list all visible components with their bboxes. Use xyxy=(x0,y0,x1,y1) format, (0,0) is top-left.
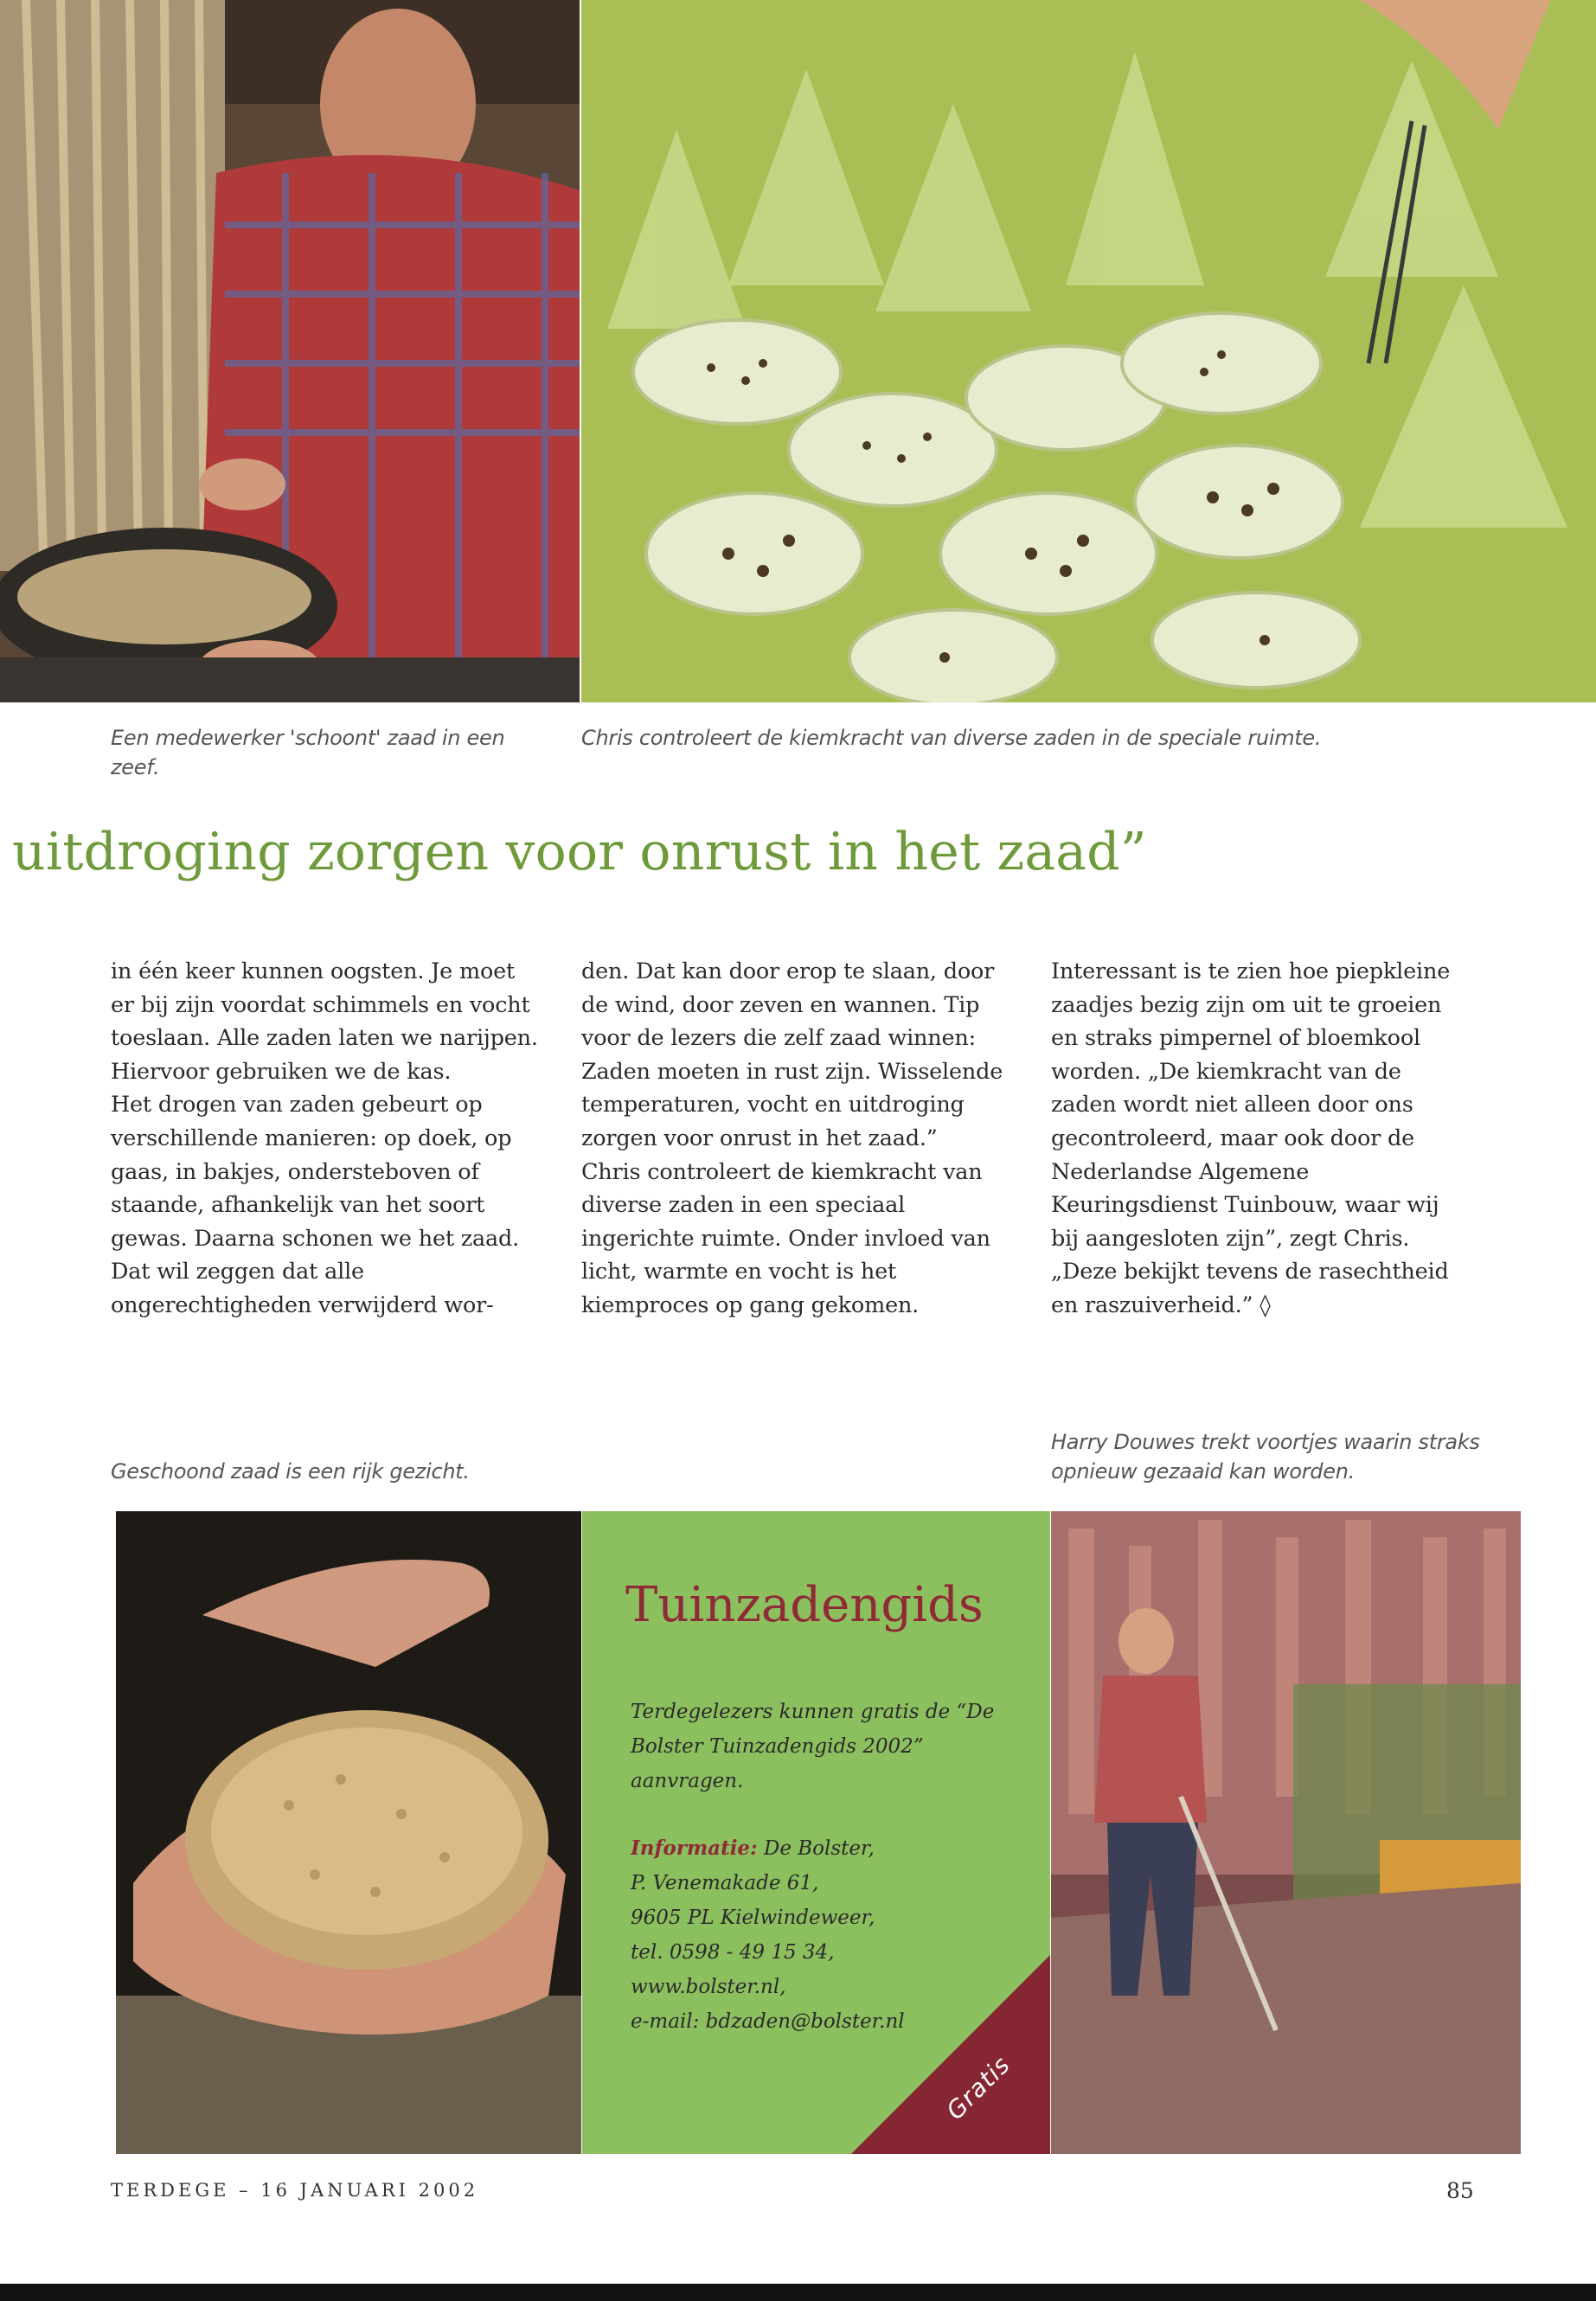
footer-magazine-date: TERDEGE – 16 JANUARI 2002 xyxy=(111,2180,479,2201)
info-email: e-mail: bdzaden@bolster.nl xyxy=(631,2010,905,2033)
tuinzadengids-box xyxy=(582,1511,1050,2154)
photo-seed-sieve xyxy=(0,0,580,702)
paragraph: in één keer kunnen oogsten. Je moet er bij zijn voordat schimmels en vocht toeslaan. Alle zaden laten we narijpen. Hiervoor gebruiken we de kas. xyxy=(111,958,538,1085)
gratis-corner xyxy=(851,1955,1050,2154)
caption-top-right: Chris controleert de kiemkracht van diverse zaden in de speciale ruimte. xyxy=(581,726,1322,750)
paragraph: Chris controleert de kiemkracht van diverse zaden in een speciaal ingerichte ruimte. Onder invloed van licht, warmte en vocht is het kiemproces op gang gekomen. xyxy=(581,1158,990,1318)
caption-bottom-left: Geschoond zaad is een rijk gezicht. xyxy=(111,1459,470,1484)
info-website: www.bolster.nl, xyxy=(631,1976,786,1998)
caption-bottom-right: Harry Douwes trekt voortjes waarin straks opnieuw gezaaid kan worden. xyxy=(1051,1430,1480,1484)
photo-germination-plates xyxy=(581,0,1596,702)
info-line-2: P. Venemakade 61, xyxy=(631,1872,819,1894)
paragraph: Interessant is te zien hoe piepkleine zaadjes bezig zijn om uit te groeien en straks pimpernel of bloemkool worden. „De kiemkracht van de zaden wordt niet alleen door ons gecontroleerd, maar ook door de Nederlandse Algemene Keuringsdienst Tuinbouw, waar wij bij aangesloten zijn”, zegt Chris. „Deze bekijkt tevens de rasechtheid en raszuiverheid.” ◊ xyxy=(1051,958,1451,1318)
photo-field-worker xyxy=(1051,1511,1521,2154)
photo-hands-seed xyxy=(116,1511,581,2154)
gratis-badge: Gratis xyxy=(940,2050,1016,2125)
caption-top-left: Een medewerker 'schoont' zaad in een zeef. xyxy=(111,726,505,779)
paragraph: Het drogen van zaden gebeurt op verschillende manieren: op doek, op gaas, in bakjes, ondersteboven of staande, afhankelijk van het soort gewas. Daarna schonen we het zaad. Dat wil zeggen dat alle ongerechtigheden verwijderd wor- xyxy=(111,1092,520,1318)
box-title: Tuinzadengids xyxy=(625,1577,984,1633)
paragraph: den. Dat kan door erop te slaan, door de wind, door zeven en wannen. Tip voor de lezers die zelf zaad winnen: Zaden moeten in rust zijn. Wisselende temperaturen, vocht en uitdroging zorgen voor onrust in het zaad.” xyxy=(581,958,1003,1151)
headline: uitdroging zorgen voor onrust in het zaad” xyxy=(12,822,1147,882)
text-column-3 xyxy=(1051,955,1458,1323)
page-number: 85 xyxy=(1446,2178,1474,2203)
scan-edge xyxy=(0,2284,1596,2301)
info-address-name: De Bolster, xyxy=(763,1837,875,1860)
info-line-3: 9605 PL Kielwindeweer, xyxy=(631,1907,875,1929)
text-column-2 xyxy=(581,955,1014,1323)
text-column-1 xyxy=(111,955,543,1323)
info-line-4: tel. 0598 - 49 15 34, xyxy=(631,1941,835,1964)
info-line-1 xyxy=(631,1831,1011,1866)
box-intro: Terdegelezers kunnen gratis de “De Bolster Tuinzadengids 2002” aanvragen. xyxy=(631,1701,995,1792)
info-label: Informatie: xyxy=(631,1836,758,1860)
